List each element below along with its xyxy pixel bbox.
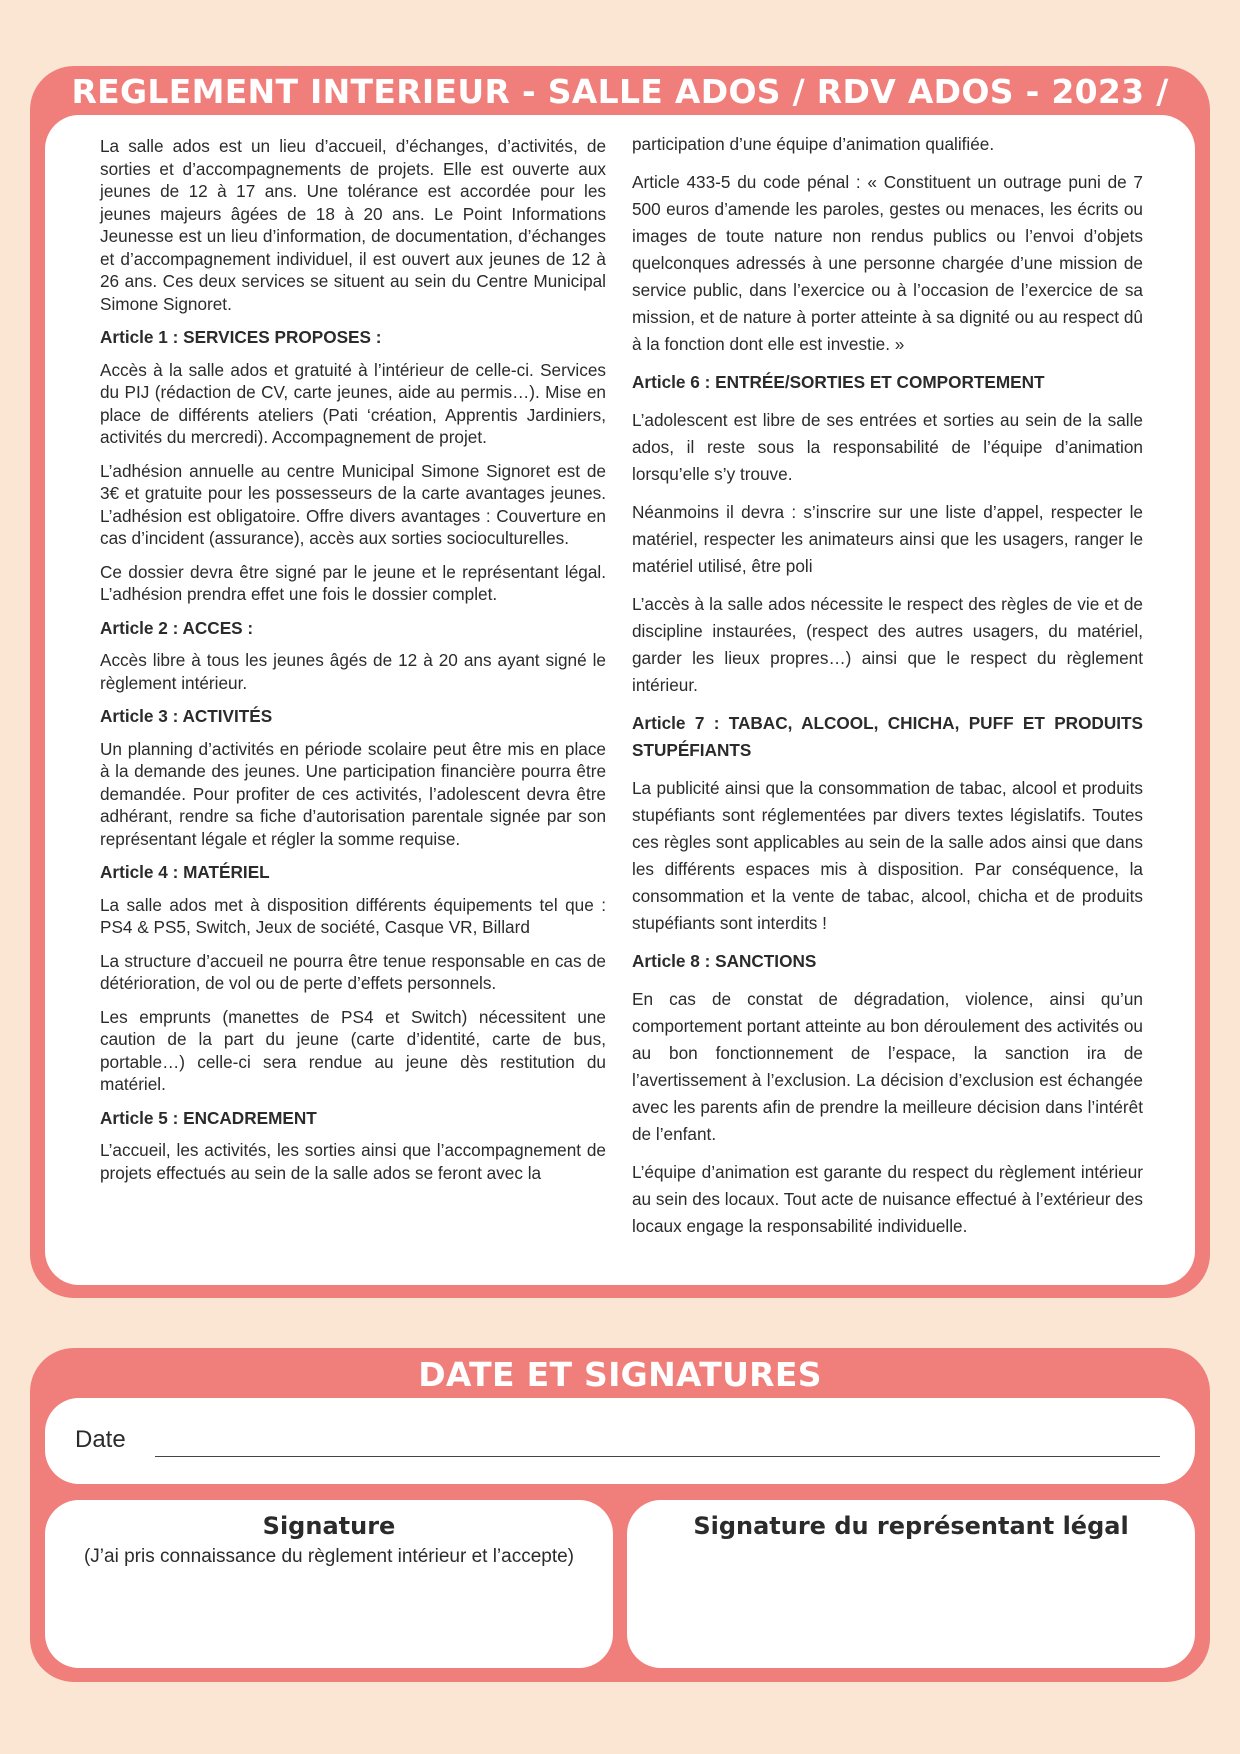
date-label: Date: [75, 1426, 126, 1453]
signature-box[interactable]: [45, 1500, 613, 1668]
article-1-paragraph-1: Accès à la salle ados et gratuité à l’intérieur de celle-ci. Services du PIJ (rédaction de CV, carte jeunes, aide au permis…). Mise en place de différents ateliers (Pati ‘création, Apprentis Jardiniers, activités du mercredi). Accompagnement de projet.: [100, 359, 606, 447]
article-3-paragraph: Un planning d’activités en période scolaire peut être mis en place à la demande des jeunes. Une participation financière pourra être demandée. Pour profiter de ces activités, l’adolescent devra être adhérant, rendre sa fiche d’autorisation parentale signée par son représentant légale et régler la somme requise.: [100, 738, 606, 849]
article-6-heading: Article 6 : ENTRÉE/SORTIES ET COMPORTEMENT: [632, 372, 1045, 392]
signatures-title: DATE ET SIGNATURES: [418, 1355, 822, 1394]
article-1-heading: Article 1 : SERVICES PROPOSES :: [100, 327, 382, 347]
legal-representative-signature-box[interactable]: [627, 1500, 1195, 1668]
article-8-heading: Article 8 : SANCTIONS: [632, 951, 817, 971]
signatures-frame: [30, 1348, 1210, 1682]
article-6-paragraph-2: Néanmoins il devra : s’inscrire sur une liste d’appel, respecter le matériel, respecter les animateurs ainsi que les usagers, ranger le matériel utilisé, être poli: [632, 502, 1143, 576]
left-column: [100, 135, 606, 1195]
rules-frame: [30, 66, 1210, 1298]
article-3-heading: Article 3 : ACTIVITÉS: [100, 706, 273, 726]
article-7-paragraph: La publicité ainsi que la consommation de tabac, alcool et produits stupéfiants sont réglementées par divers textes législatifs. Toutes ces règles sont applicables au sein de la salle ados ainsi que dans les différents espaces mis à disposition. Par conséquence, la consommation et la vente de tabac, alcool, chicha et de produits stupéfiants sont interdits !: [632, 778, 1143, 933]
article-4-paragraph-1: La salle ados met à disposition différents équipements tel que : PS4 & PS5, Switch, Jeux de société, Casque VR, Billard: [100, 894, 606, 937]
article-6-paragraph-3: L’accès à la salle ados nécessite le respect des règles de vie et de discipline instaurées, (respect des autres usagers, du matériel, garder les lieux propres…) ainsi que le respect du règlement intérieur.: [632, 594, 1143, 695]
article-7-heading: Article 7 : TABAC, ALCOOL, CHICHA, PUFF ET PRODUITS STUPÉFIANTS: [632, 713, 1143, 760]
article-4-paragraph-2: La structure d’accueil ne pourra être tenue responsable en cas de détérioration, de vol ou de perte d’effets personnels.: [100, 950, 606, 993]
article-4-heading: Article 4 : MATÉRIEL: [100, 862, 270, 882]
rules-panel: [45, 115, 1195, 1285]
article-5-continuation: participation d’une équipe d’animation qualifiée.: [632, 134, 995, 154]
article-1-paragraph-3: Ce dossier devra être signé par le jeune et le représentant légal. L’adhésion prendra effet une fois le dossier complet.: [100, 561, 606, 604]
article-4-paragraph-3: Les emprunts (manettes de PS4 et Switch) nécessitent une caution de la part du jeune (carte d’identité, carte de bus, portable…) celle-ci sera rendue au jeune dès restitution du matériel.: [100, 1006, 606, 1094]
article-2-heading: Article 2 : ACCES :: [100, 617, 254, 638]
date-panel: [45, 1398, 1195, 1484]
date-field[interactable]: [155, 1456, 1160, 1457]
article-6-paragraph-1: L’adolescent est libre de ses entrées et sorties au sein de la salle ados, il reste sous la responsabilité de l’équipe d’animation lorsqu’elle s’y trouve.: [632, 410, 1143, 484]
signature-note: (J’ai pris connaissance du règlement intérieur et l’accepte): [83, 1546, 575, 1567]
legal-representative-signature-title: Signature du représentant légal: [693, 1512, 1129, 1540]
article-8-paragraph-1: En cas de constat de dégradation, violence, ainsi qu’un comportement portant atteinte au bon déroulement des activités ou au bon fonctionnement de l’espace, la sanction ira de l’avertissement à l’exclusion. La décision d’exclusion est échangée avec les parents afin de prendre la meilleure décision dans l’intérêt de l’enfant.: [632, 989, 1143, 1144]
intro-paragraph: La salle ados est un lieu d’accueil, d’échanges, d’activités, de sorties et d’accompagnements de projets. Elle est ouverte aux jeunes de 12 à 17 ans. Une tolérance est accordée pour les jeunes majeurs âgées de 18 à 20 ans. Le Point Informations Jeunesse est un lieu d’information, de documentation, d’échanges et d’accompagnement individuel, il est ouvert aux jeunes de 12 à 26 ans. Ces deux services se situent au sein du Centre Municipal Simone Signoret.: [100, 136, 606, 314]
article-5-heading: Article 5 : ENCADREMENT: [100, 1107, 317, 1128]
article-2-paragraph: Accès libre à tous les jeunes âgés de 12 à 20 ans ayant signé le règlement intérieur.: [100, 650, 606, 693]
article-5-paragraph-2: Article 433-5 du code pénal : « Constituent un outrage puni de 7 500 euros d’amende les paroles, gestes ou menaces, les écrits ou images de toute nature non rendus publics ou l’envoi d’objets quelconques adressés à une personne chargée d’une mission de service public, dans l’exercice ou à l’occasion de l’exercice de sa mission, et de nature à porter atteinte à sa dignité ou au respect dû à la fonction dont elle est investie. »: [632, 172, 1143, 354]
article-8-paragraph-2: L’équipe d’animation est garante du respect du règlement intérieur au sein des locaux. Tout acte de nuisance effectué à l’extérieur des locaux engage la responsabilité individuelle.: [632, 1162, 1143, 1236]
article-1-paragraph-2: L’adhésion annuelle au centre Municipal Simone Signoret est de 3€ et gratuite pour les possesseurs de la carte avantages jeunes. L’adhésion est obligatoire. Offre divers avantages : Couverture en cas d’incident (assurance), accès aux sorties socioculturelles.: [100, 460, 606, 548]
right-column: [632, 131, 1143, 1251]
signature-title: Signature: [262, 1512, 396, 1540]
article-5-paragraph-1: L’accueil, les activités, les sorties ainsi que l’accompagnement de projets effectués au sein de la salle ados se feront avec la: [100, 1140, 606, 1183]
page-title: REGLEMENT INTERIEUR - SALLE ADOS / RDV ADOS - 2023 /: [71, 72, 1169, 111]
